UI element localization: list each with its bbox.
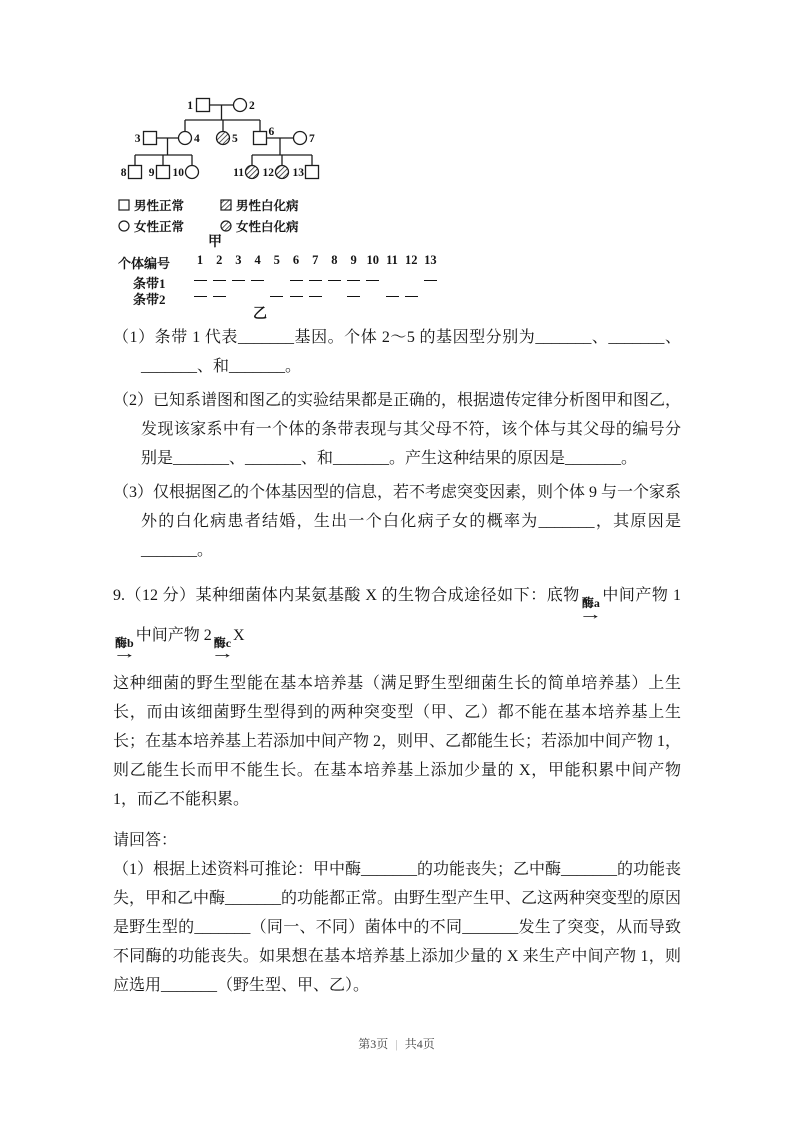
product-x-text: X: [233, 626, 245, 644]
enzyme-c-label: 酶c: [213, 635, 232, 650]
gel-band-dash: [386, 296, 399, 297]
gel-band-dash: [213, 296, 226, 297]
pedigree-individual-2: [234, 99, 247, 112]
question9-sub1: （1）根据上述资料可推论：甲中酶_______的功能丧失；乙中酶_______的功能丧失，甲和乙中酶_______的功能都正常。由野生型产生甲、乙这两种突变型的原因是野生型的_______（同一、不同）菌体中的不同_______发生了突变，从而导致不同酶的功能丧失。如果想在基本培养基上添加少量的 X 来生产中间产物 1，则应选用_______（野生型、甲、乙）。: [113, 860, 682, 994]
figure-caption-jia: 甲: [208, 235, 222, 250]
gel-lane-number: 11: [386, 253, 398, 267]
question8-sub3: （3）仅根据图乙的个体基因型的信息，若不考虑突变因素，则个体 9 与一个家系外的白化病患者结婚，生出一个白化病子女的概率为_______，其原因是_______。: [113, 484, 682, 559]
gel-band-dash: [251, 280, 264, 281]
legend-label: 男性白化病: [236, 199, 299, 213]
pedigree-individual-5-affected: [217, 132, 230, 145]
gel-band-dash: [366, 280, 379, 281]
pedigree-individual-8: [129, 166, 142, 179]
pedigree-chart: [115, 88, 345, 193]
gel-band-dash: [213, 280, 226, 281]
gel-band-dash: [194, 296, 207, 297]
pedigree-label: 6: [268, 126, 275, 138]
pedigree-individual-6: [254, 132, 267, 145]
pedigree-label: 10: [172, 167, 184, 179]
gel-band-dash: [290, 296, 303, 297]
enzyme-a-label: 酶a: [581, 596, 600, 610]
gel-lane-number: 2: [216, 253, 223, 267]
gel-lane-number: 4: [254, 253, 261, 267]
intermediate-1-text: 中间产物 1: [601, 587, 681, 604]
gel-band-dash: [270, 296, 283, 297]
pedigree-label: 7: [309, 133, 315, 145]
gel-band-dash: [309, 280, 322, 281]
legend-item-male-normal: [118, 196, 220, 214]
gel-band-dash: [194, 280, 207, 281]
square-hatched-icon: [220, 199, 232, 211]
pedigree-label: 1: [187, 100, 193, 112]
footer-page-number: 第3页: [358, 1037, 389, 1051]
pedigree-label: 8: [120, 167, 127, 179]
pedigree-label: 11: [233, 167, 244, 179]
question9-intro-text: 9.（12 分）某种细菌体内某氨基酸 X 的生物合成途径如下：底物: [113, 587, 580, 604]
legend-label: 男性正常: [134, 199, 185, 213]
pedigree-legend: [118, 196, 368, 235]
pedigree-individual-7: [294, 132, 307, 145]
legend-label: 女性白化病: [236, 220, 299, 234]
gel-band2-label: 条带2: [133, 292, 166, 307]
arrow-right-icon: →: [578, 606, 603, 623]
figure-area: [0, 0, 793, 330]
enzyme-c-arrow: [210, 635, 235, 663]
intermediate-2-text: 中间产物 2: [135, 626, 212, 644]
pedigree-individual-9: [157, 166, 170, 179]
gel-lane-number: 1: [196, 253, 204, 267]
pedigree-individual-3: [144, 132, 157, 145]
gel-band-dash: [232, 280, 245, 281]
gel-lane-number: 12: [404, 253, 418, 267]
question-text-column: [113, 323, 681, 1000]
arrow-right-icon: →: [210, 646, 235, 663]
gel-band-dash: [347, 280, 360, 281]
gel-band-dash: [424, 280, 437, 281]
arrow-right-icon: →: [112, 646, 137, 663]
pedigree-label: 2: [249, 100, 255, 112]
gel-lane-number: 10: [366, 253, 380, 267]
question9-please-answer: 请回答：: [113, 831, 178, 849]
question8-sub2: （2）已知系谱图和图乙的实验结果都是正确的，根据遗传定律分析图甲和图乙，发现该家系中有一个体的条带表现与其父母不符，该个体与其父母的编号分别是_______、_______、和_______。产生这种结果的原因是_______。: [113, 392, 682, 467]
pedigree-individual-4: [179, 132, 192, 145]
gel-band-dash: [347, 296, 360, 297]
pedigree-individual-10: [186, 166, 199, 179]
pedigree-label: 9: [148, 167, 155, 179]
gel-diagram: [115, 250, 460, 306]
legend-label: 女性正常: [134, 220, 185, 234]
pedigree-individual-13: [306, 166, 319, 179]
figure-caption-yi: 乙: [253, 307, 267, 322]
enzyme-b-label: 酶b: [115, 635, 134, 650]
gel-band1-label: 条带1: [133, 276, 166, 291]
pedigree-label: 13: [292, 167, 304, 179]
gel-lane-number: 7: [312, 253, 319, 267]
gel-lane-number: 8: [331, 253, 338, 267]
gel-lane-number: 9: [350, 253, 357, 267]
enzyme-b-arrow: [112, 635, 137, 663]
pedigree-label: 3: [134, 133, 141, 145]
pedigree-label: 5: [232, 133, 238, 145]
gel-band-dash: [328, 280, 341, 281]
gel-band-dash: [290, 280, 303, 281]
question8-sub1: （1）条带 1 代表_______基因。个体 2～5 的基因型分别为_______、_______、_______、和_______。: [113, 329, 681, 375]
question9-body: 这种细菌的野生型能在基本培养基（满足野生型细菌生长的简单培养基）上生长，而由该细菌野生型得到的两种突变型（甲、乙）都不能在基本培养基上生长；在基本培养基上若添加中间产物 2，则甲、乙都能生长；若添加中间产物 1，则乙能生长而甲不能生长。在基本培养基上添加少量的 X，甲能积累中间产物 1，而乙不能积累。: [113, 674, 682, 808]
square-open-icon: [118, 199, 130, 211]
page-footer: [0, 1035, 793, 1052]
question9-intro: [113, 581, 681, 661]
legend-item-male-affected: [220, 196, 368, 214]
footer-total-pages: 共4页: [404, 1037, 435, 1051]
pedigree-label: 4: [194, 133, 200, 145]
gel-lane-number: 3: [235, 253, 242, 267]
gel-header-label: 个体编号: [118, 256, 171, 271]
pedigree-individual-11-affected: [246, 166, 259, 179]
enzyme-a-arrow: [578, 596, 603, 623]
gel-lane-number: 13: [424, 253, 437, 267]
footer-separator: |: [395, 1037, 398, 1051]
gel-band-dash: [405, 296, 418, 297]
gel-band-dash: [309, 296, 322, 297]
gel-lane-number: 5: [273, 253, 280, 267]
gel-lane-number: 6: [292, 253, 300, 267]
pedigree-individual-12-affected: [276, 166, 289, 179]
pedigree-label: 12: [262, 167, 274, 179]
pedigree-individual-1: [197, 99, 210, 112]
